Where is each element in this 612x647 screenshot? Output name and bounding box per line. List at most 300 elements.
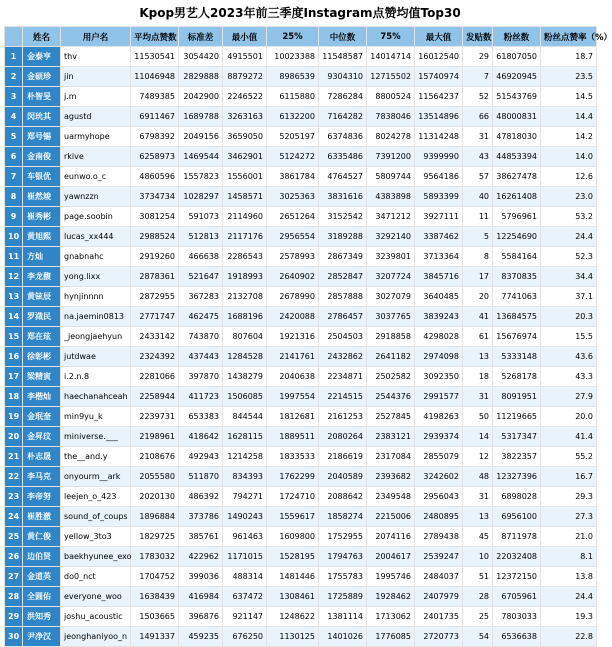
rank-cell: 4: [5, 107, 23, 127]
value-cell: 459235: [179, 627, 223, 647]
value-cell: 2641182: [367, 347, 415, 367]
value-cell: 2502582: [367, 367, 415, 387]
value-cell: 9399990: [415, 147, 463, 167]
value-cell: 2939374: [415, 427, 463, 447]
value-cell: 20: [463, 287, 493, 307]
artist-name-cell: 徐彰彬: [23, 347, 61, 367]
value-cell: 3659050: [223, 127, 267, 147]
artist-name-cell: 李龙馥: [23, 267, 61, 287]
username-cell: min9yu_k: [61, 407, 131, 427]
value-cell: 2080264: [319, 427, 367, 447]
value-cell: 2040638: [267, 367, 319, 387]
value-cell: 5317347: [493, 427, 541, 447]
value-cell: 1896884: [131, 507, 179, 527]
value-cell: 2234871: [319, 367, 367, 387]
value-cell: 1130125: [267, 627, 319, 647]
username-cell: lucas_xx444: [61, 227, 131, 247]
artist-name-cell: 边伯贤: [23, 547, 61, 567]
value-cell: 27.3: [541, 507, 597, 527]
value-cell: 31: [463, 127, 493, 147]
value-cell: 57: [463, 167, 493, 187]
value-cell: 486392: [179, 487, 223, 507]
table-row: [5, 167, 597, 187]
value-cell: 12372150: [493, 567, 541, 587]
value-cell: 18.7: [541, 47, 597, 67]
artist-name-cell: 黄仁俊: [23, 527, 61, 547]
value-cell: 27.9: [541, 387, 597, 407]
value-cell: 5584164: [493, 247, 541, 267]
value-cell: 8711978: [493, 527, 541, 547]
value-cell: 512813: [179, 227, 223, 247]
value-cell: 61807050: [493, 47, 541, 67]
value-cell: 2055580: [131, 467, 179, 487]
value-cell: 1528195: [267, 547, 319, 567]
value-cell: 2117176: [223, 227, 267, 247]
value-cell: 5809744: [367, 167, 415, 187]
column-header: 最大值: [415, 27, 463, 47]
value-cell: 23.5: [541, 67, 597, 87]
value-cell: 3822357: [493, 447, 541, 467]
value-cell: 1725889: [319, 587, 367, 607]
rank-cell: 21: [5, 447, 23, 467]
table-row: [5, 387, 597, 407]
table-row: [5, 567, 597, 587]
value-cell: 1704752: [131, 567, 179, 587]
value-cell: 834393: [223, 467, 267, 487]
value-cell: 2074116: [367, 527, 415, 547]
value-cell: 6798392: [131, 127, 179, 147]
value-cell: 2420088: [267, 307, 319, 327]
value-cell: 53.2: [541, 207, 597, 227]
artist-name-cell: 金泰亨: [23, 47, 61, 67]
value-cell: 1812681: [267, 407, 319, 427]
rank-cell: 16: [5, 347, 23, 367]
table-row: [5, 307, 597, 327]
value-cell: 9564186: [415, 167, 463, 187]
value-cell: 2246522: [223, 87, 267, 107]
table-row: [5, 327, 597, 347]
value-cell: 2281066: [131, 367, 179, 387]
value-cell: 844544: [223, 407, 267, 427]
value-cell: 2433142: [131, 327, 179, 347]
username-cell: sound_of_coups: [61, 507, 131, 527]
value-cell: 1438279: [223, 367, 267, 387]
value-cell: 1458571: [223, 187, 267, 207]
username-cell: j.m: [61, 87, 131, 107]
value-cell: 14.4: [541, 107, 597, 127]
value-cell: 1762299: [267, 467, 319, 487]
value-cell: 2108676: [131, 447, 179, 467]
value-cell: 17: [463, 267, 493, 287]
value-cell: 24.4: [541, 227, 597, 247]
value-cell: 2401735: [415, 607, 463, 627]
value-cell: 12.6: [541, 167, 597, 187]
value-cell: 41: [463, 307, 493, 327]
value-cell: 12: [463, 447, 493, 467]
value-cell: 13: [463, 507, 493, 527]
column-header: 发贴数: [463, 27, 493, 47]
value-cell: 12715502: [367, 67, 415, 87]
value-cell: 1918993: [223, 267, 267, 287]
username-cell: eunwo.o_c: [61, 167, 131, 187]
username-cell: the__and.y: [61, 447, 131, 467]
column-header: 用户名: [61, 27, 131, 47]
artist-name-cell: 金硕珍: [23, 67, 61, 87]
rank-cell: 8: [5, 187, 23, 207]
value-cell: 18: [463, 367, 493, 387]
value-cell: 1248622: [267, 607, 319, 627]
value-cell: 396876: [179, 607, 223, 627]
value-cell: 2349548: [367, 487, 415, 507]
rank-cell: 23: [5, 487, 23, 507]
value-cell: 14.5: [541, 87, 597, 107]
value-cell: 43.6: [541, 347, 597, 367]
table-row: [5, 607, 597, 627]
value-cell: 2042900: [179, 87, 223, 107]
username-cell: gnabnahc: [61, 247, 131, 267]
value-cell: 2317084: [367, 447, 415, 467]
value-cell: 1028297: [179, 187, 223, 207]
value-cell: 5124272: [267, 147, 319, 167]
value-cell: 2829888: [179, 67, 223, 87]
value-cell: 1858274: [319, 507, 367, 527]
value-cell: 3845716: [415, 267, 463, 287]
column-header: 25%: [267, 27, 319, 47]
value-cell: 2539247: [415, 547, 463, 567]
value-cell: 1557823: [179, 167, 223, 187]
artist-name-cell: 金南俊: [23, 147, 61, 167]
value-cell: 4860596: [131, 167, 179, 187]
value-cell: 3387462: [415, 227, 463, 247]
rank-cell: 26: [5, 547, 23, 567]
value-cell: 1794763: [319, 547, 367, 567]
value-cell: 52: [463, 87, 493, 107]
artist-name-cell: 李帝努: [23, 487, 61, 507]
username-cell: uarmyhope: [61, 127, 131, 147]
value-cell: 8370835: [493, 267, 541, 287]
username-cell: onyourm__ark: [61, 467, 131, 487]
value-cell: 7741063: [493, 287, 541, 307]
artist-name-cell: 郑号锡: [23, 127, 61, 147]
value-cell: 1171015: [223, 547, 267, 567]
value-cell: 2974098: [415, 347, 463, 367]
value-cell: 1491337: [131, 627, 179, 647]
username-cell: everyone_woo: [61, 587, 131, 607]
value-cell: 13514896: [415, 107, 463, 127]
value-cell: 38627478: [493, 167, 541, 187]
value-cell: 2544376: [367, 387, 415, 407]
value-cell: 3292140: [367, 227, 415, 247]
value-cell: 28: [463, 587, 493, 607]
value-cell: 3263163: [223, 107, 267, 127]
value-cell: 6536638: [493, 627, 541, 647]
rank-cell: 30: [5, 627, 23, 647]
value-cell: 16261408: [493, 187, 541, 207]
value-cell: 14.2: [541, 127, 597, 147]
value-cell: 23.0: [541, 187, 597, 207]
value-cell: 807604: [223, 327, 267, 347]
value-cell: 2088642: [319, 487, 367, 507]
table-row: [5, 87, 597, 107]
value-cell: 367283: [179, 287, 223, 307]
value-cell: 4383898: [367, 187, 415, 207]
username-cell: jutdwae: [61, 347, 131, 367]
username-cell: hynjinnnn: [61, 287, 131, 307]
value-cell: 15676974: [493, 327, 541, 347]
value-cell: 1755783: [319, 567, 367, 587]
value-cell: 8986539: [267, 67, 319, 87]
value-cell: 46920945: [493, 67, 541, 87]
value-cell: 2132708: [223, 287, 267, 307]
artist-name-cell: 闵玧其: [23, 107, 61, 127]
value-cell: 6115880: [267, 87, 319, 107]
value-cell: 4298028: [415, 327, 463, 347]
table-row: [5, 407, 597, 427]
artist-name-cell: 崔胜澈: [23, 507, 61, 527]
artist-name-cell: 黄铉辰: [23, 287, 61, 307]
value-cell: 3861784: [267, 167, 319, 187]
rank-cell: 29: [5, 607, 23, 627]
value-cell: 52.3: [541, 247, 597, 267]
value-cell: 6335486: [319, 147, 367, 167]
value-cell: 1688196: [223, 307, 267, 327]
value-cell: 637472: [223, 587, 267, 607]
value-cell: 12254690: [493, 227, 541, 247]
value-cell: 7164282: [319, 107, 367, 127]
value-cell: 1638439: [131, 587, 179, 607]
value-cell: 51: [463, 567, 493, 587]
username-cell: agustd: [61, 107, 131, 127]
table-body: [5, 47, 597, 647]
value-cell: 11: [463, 207, 493, 227]
column-header: 姓名: [23, 27, 61, 47]
table-row: [5, 187, 597, 207]
value-cell: 2640902: [267, 267, 319, 287]
value-cell: 2878361: [131, 267, 179, 287]
value-cell: 961463: [223, 527, 267, 547]
value-cell: 2988524: [131, 227, 179, 247]
value-cell: 1776085: [367, 627, 415, 647]
value-cell: 2480895: [415, 507, 463, 527]
value-cell: 25: [463, 607, 493, 627]
value-cell: 16.7: [541, 467, 597, 487]
column-header: [5, 27, 23, 47]
value-cell: 3242602: [415, 467, 463, 487]
value-cell: 3927111: [415, 207, 463, 227]
value-cell: 2214515: [319, 387, 367, 407]
value-cell: 2852847: [319, 267, 367, 287]
username-cell: yawnzzn: [61, 187, 131, 207]
value-cell: 7838046: [367, 107, 415, 127]
username-cell: haechanahceah: [61, 387, 131, 407]
value-cell: 1559617: [267, 507, 319, 527]
table-row: [5, 247, 597, 267]
username-cell: na.jaemin0813: [61, 307, 131, 327]
value-cell: 29: [463, 47, 493, 67]
username-cell: leejen_o_423: [61, 487, 131, 507]
table-row: [5, 467, 597, 487]
value-cell: 5268178: [493, 367, 541, 387]
value-cell: 7803033: [493, 607, 541, 627]
artist-name-cell: 金珉奎: [23, 407, 61, 427]
rank-cell: 22: [5, 467, 23, 487]
value-cell: 11314248: [415, 127, 463, 147]
value-cell: 462475: [179, 307, 223, 327]
username-cell: miniverse.___: [61, 427, 131, 447]
value-cell: 2004617: [367, 547, 415, 567]
value-cell: 14014714: [367, 47, 415, 67]
value-cell: 6258973: [131, 147, 179, 167]
username-cell: _jeongjaehyun: [61, 327, 131, 347]
value-cell: 4764527: [319, 167, 367, 187]
value-cell: 14.0: [541, 147, 597, 167]
value-cell: 6374836: [319, 127, 367, 147]
value-cell: 653383: [179, 407, 223, 427]
value-cell: 385761: [179, 527, 223, 547]
value-cell: 5333148: [493, 347, 541, 367]
value-cell: 3037765: [367, 307, 415, 327]
username-cell: thv: [61, 47, 131, 67]
column-header: 粉丝数: [493, 27, 541, 47]
username-cell: do0_nct: [61, 567, 131, 587]
value-cell: 29.3: [541, 487, 597, 507]
value-cell: 5893399: [415, 187, 463, 207]
value-cell: 2161253: [319, 407, 367, 427]
value-cell: 2872955: [131, 287, 179, 307]
value-cell: 1752955: [319, 527, 367, 547]
value-cell: 3092350: [415, 367, 463, 387]
artist-name-cell: 车银优: [23, 167, 61, 187]
value-cell: 1609800: [267, 527, 319, 547]
value-cell: 3207724: [367, 267, 415, 287]
value-cell: 61: [463, 327, 493, 347]
table-row: [5, 447, 597, 467]
value-cell: 10: [463, 547, 493, 567]
value-cell: 43.3: [541, 367, 597, 387]
value-cell: 3462901: [223, 147, 267, 167]
value-cell: 2324392: [131, 347, 179, 367]
value-cell: 13: [463, 347, 493, 367]
value-cell: 3189288: [319, 227, 367, 247]
value-cell: 422962: [179, 547, 223, 567]
artist-name-cell: 崔然竣: [23, 187, 61, 207]
artist-name-cell: 朴智旻: [23, 87, 61, 107]
value-cell: 2239731: [131, 407, 179, 427]
rank-cell: 25: [5, 527, 23, 547]
username-cell: jin: [61, 67, 131, 87]
column-header: 中位数: [319, 27, 367, 47]
value-cell: 1506085: [223, 387, 267, 407]
table-row: [5, 47, 597, 67]
value-cell: 1713062: [367, 607, 415, 627]
value-cell: 4198263: [415, 407, 463, 427]
value-cell: 921147: [223, 607, 267, 627]
value-cell: 399036: [179, 567, 223, 587]
value-cell: 3025363: [267, 187, 319, 207]
value-cell: 1401026: [319, 627, 367, 647]
value-cell: 43: [463, 147, 493, 167]
value-cell: 466638: [179, 247, 223, 267]
ranking-table: [4, 26, 612, 647]
value-cell: 1689788: [179, 107, 223, 127]
artist-name-cell: 金道英: [23, 567, 61, 587]
artist-name-cell: 梁精寅: [23, 367, 61, 387]
value-cell: 2867349: [319, 247, 367, 267]
value-cell: 2678990: [267, 287, 319, 307]
value-cell: 1490243: [223, 507, 267, 527]
rank-cell: 7: [5, 167, 23, 187]
value-cell: 3081254: [131, 207, 179, 227]
table-row: [5, 267, 597, 287]
value-cell: 2186619: [319, 447, 367, 467]
value-cell: 13684575: [493, 307, 541, 327]
value-cell: 11530541: [131, 47, 179, 67]
value-cell: 6898028: [493, 487, 541, 507]
rank-cell: 9: [5, 207, 23, 227]
artist-name-cell: 尹净汉: [23, 627, 61, 647]
table-row: [5, 527, 597, 547]
value-cell: 7489385: [131, 87, 179, 107]
value-cell: 3054420: [179, 47, 223, 67]
value-cell: 2991577: [415, 387, 463, 407]
value-cell: 676250: [223, 627, 267, 647]
value-cell: 511870: [179, 467, 223, 487]
value-cell: 11564237: [415, 87, 463, 107]
value-cell: 1381114: [319, 607, 367, 627]
value-cell: 22.8: [541, 627, 597, 647]
artist-name-cell: 李楷灿: [23, 387, 61, 407]
value-cell: 2258944: [131, 387, 179, 407]
table-row: [5, 547, 597, 567]
rank-cell: 28: [5, 587, 23, 607]
value-cell: 1308461: [267, 587, 319, 607]
username-cell: baekhyunee_exo: [61, 547, 131, 567]
value-cell: 2407979: [415, 587, 463, 607]
value-cell: 44853394: [493, 147, 541, 167]
value-cell: 521647: [179, 267, 223, 287]
username-cell: i.2.n.8: [61, 367, 131, 387]
value-cell: 66: [463, 107, 493, 127]
table-title: Kpop男艺人2023年前三季度Instagram点赞均值Top30: [139, 6, 461, 20]
value-cell: 7: [463, 67, 493, 87]
artist-name-cell: 李马克: [23, 467, 61, 487]
value-cell: 9304310: [319, 67, 367, 87]
value-cell: 14: [463, 427, 493, 447]
column-header: 平均点赞数: [131, 27, 179, 47]
value-cell: 2527845: [367, 407, 415, 427]
value-cell: 3239801: [367, 247, 415, 267]
value-cell: 31: [463, 387, 493, 407]
value-cell: 47818030: [493, 127, 541, 147]
username-cell: page.soobin: [61, 207, 131, 227]
value-cell: 8879272: [223, 67, 267, 87]
rank-cell: 20: [5, 427, 23, 447]
value-cell: 22032408: [493, 547, 541, 567]
value-cell: 54: [463, 627, 493, 647]
rank-cell: 3: [5, 87, 23, 107]
rank-cell: 15: [5, 327, 23, 347]
value-cell: 16012540: [415, 47, 463, 67]
value-cell: 2484037: [415, 567, 463, 587]
value-cell: 48000831: [493, 107, 541, 127]
table-row: [5, 147, 597, 167]
value-cell: 3839243: [415, 307, 463, 327]
rank-cell: 13: [5, 287, 23, 307]
value-cell: 7391200: [367, 147, 415, 167]
value-cell: 2504503: [319, 327, 367, 347]
table-row: [5, 487, 597, 507]
table-row: [5, 107, 597, 127]
